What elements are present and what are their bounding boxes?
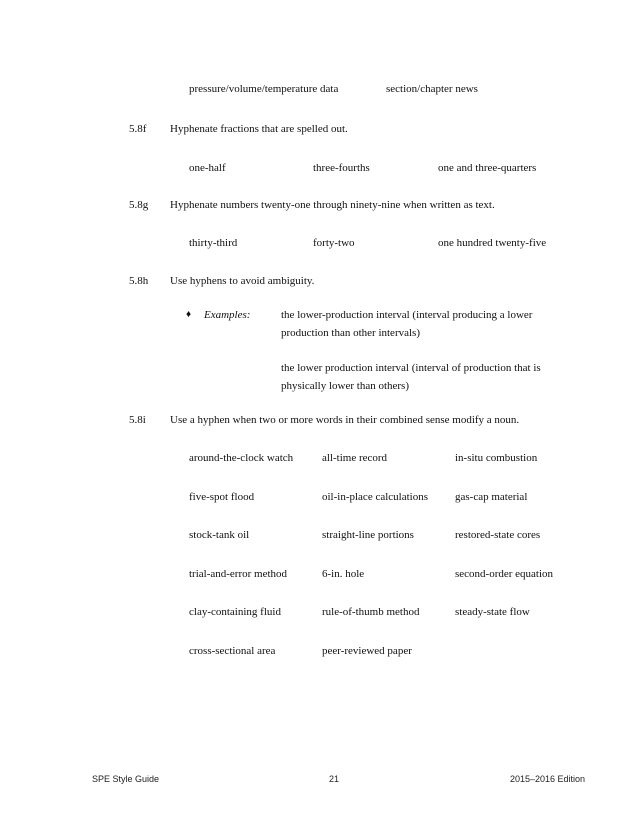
compound-modifier-example: rule-of-thumb method	[322, 606, 420, 618]
compound-modifier-example: all-time record	[322, 452, 388, 464]
examples-label: Examples:	[204, 309, 251, 321]
fraction-example: one and three-quarters	[438, 162, 537, 174]
compound-modifier-example: in-situ combustion	[455, 452, 538, 464]
example-section-news: section/chapter news	[386, 83, 478, 95]
ambiguity-example-line: the lower production interval (interval of production that is	[281, 362, 541, 374]
compound-modifier-example: peer-reviewed paper	[322, 645, 412, 657]
diamond-bullet-icon: ♦	[186, 309, 192, 320]
compound-modifier-example: cross-sectional area	[189, 645, 276, 657]
number-example: forty-two	[313, 237, 355, 249]
rule-text-5-8h: Use hyphens to avoid ambiguity.	[170, 275, 315, 287]
rule-text-5-8g: Hyphenate numbers twenty-one through ninety-nine when written as text.	[170, 199, 495, 211]
compound-modifier-example: trial-and-error method	[189, 568, 288, 580]
ambiguity-example-line: production than other intervals)	[281, 327, 420, 339]
footer-page-number: 21	[329, 774, 340, 784]
footer-edition: 2015–2016 Edition	[510, 774, 586, 784]
compound-modifier-example: 6-in. hole	[322, 568, 365, 580]
rule-text-5-8i: Use a hyphen when two or more words in their combined sense modify a noun.	[170, 414, 520, 426]
compound-modifier-example: oil-in-place calculations	[322, 491, 428, 503]
fraction-example: one-half	[189, 162, 226, 174]
footer-guide-title: SPE Style Guide	[92, 774, 160, 784]
rule-text-5-8f: Hyphenate fractions that are spelled out.	[170, 123, 348, 135]
section-number-5-8i: 5.8i	[129, 414, 146, 426]
compound-modifier-example: restored-state cores	[455, 529, 541, 541]
compound-modifier-example: clay-containing fluid	[189, 606, 281, 618]
section-number-5-8f: 5.8f	[129, 123, 147, 135]
compound-modifier-example: steady-state flow	[455, 606, 530, 618]
number-example: thirty-third	[189, 237, 238, 249]
compound-modifier-example: stock-tank oil	[189, 529, 250, 541]
section-number-5-8h: 5.8h	[129, 275, 149, 287]
compound-modifier-example: around-the-clock watch	[189, 452, 294, 464]
compound-modifier-example: second-order equation	[455, 568, 554, 580]
section-number-5-8g: 5.8g	[129, 199, 149, 211]
ambiguity-example-line: the lower-production interval (interval producing a lower	[281, 309, 533, 321]
ambiguity-example-line: physically lower than others)	[281, 380, 409, 392]
compound-modifier-example: straight-line portions	[322, 529, 414, 541]
number-example: one hundred twenty-five	[438, 237, 547, 249]
fraction-example: three-fourths	[313, 162, 370, 174]
compound-modifier-example: gas-cap material	[455, 491, 528, 503]
example-pvt-data: pressure/volume/temperature data	[189, 83, 339, 95]
compound-modifier-example: five-spot flood	[189, 491, 255, 503]
